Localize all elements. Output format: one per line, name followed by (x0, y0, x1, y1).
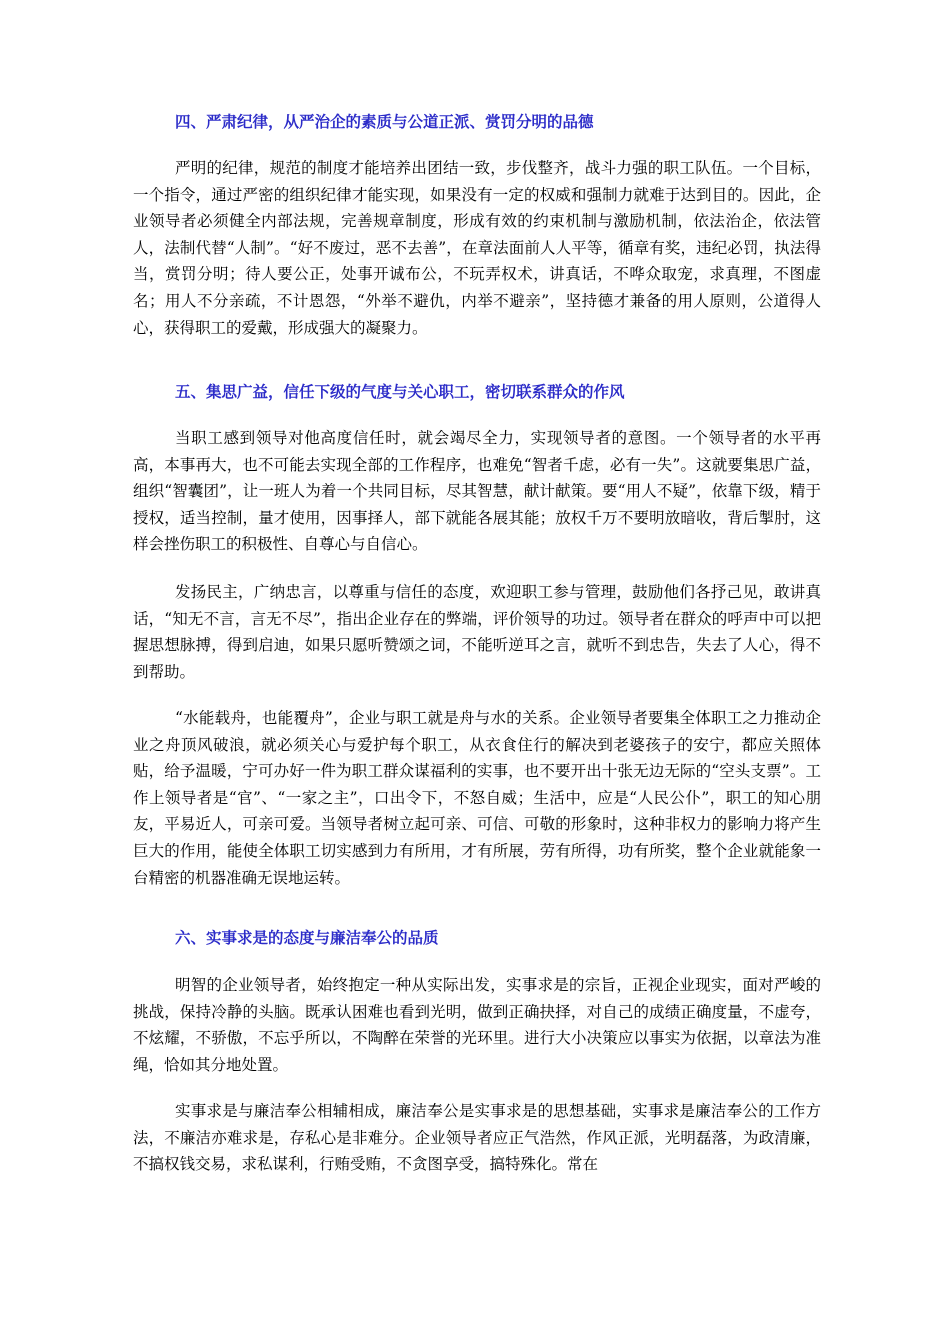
paragraph-integrity: 实事求是与廉洁奉公相辅相成，廉洁奉公是实事求是的思想基础，实事求是廉洁奉公的工作方法，不廉洁亦难求是，存私心是非难分。企业领导者应正气浩然，作风正派，光明磊落，为政清廉，不搞权钱交易，求私谋利，行贿受贿，不贪图享受，搞特殊化。常在 (133, 1102, 821, 1174)
section-heading-6: 六、实事求是的态度与廉洁奉公的品质 (175, 928, 439, 947)
paragraph-realism: 明智的企业领导者，始终抱定一种从实际出发，实事求是的宗旨，正视企业现实，面对严峻的挑战，保持冷静的头脑。既承认困难也看到光明，做到正确抉择，对自己的成绩正确度量，不虚夸，不炫耀，不骄傲，不忘乎所以，不陶醉在荣誉的光环里。进行大小决策应以事实为依据，以章法为准绳，恰如其分地处置。 (133, 976, 821, 1074)
paragraph-democracy: 发扬民主，广纳忠言，以尊重与信任的态度，欢迎职工参与管理，鼓励他们各抒己见，敢讲真话，“知无不言，言无不尽”，指出企业存在的弊端，评价领导的功过。领导者在群众的呼声中可以把握思想脉搏，得到启迪，如果只愿听赞颂之词，不能听逆耳之言，就听不到忠告，失去了人心，得不到帮助。 (133, 583, 821, 681)
section-heading-4: 四、严肃纪律，从严治企的素质与公道正派、赏罚分明的品德 (175, 112, 594, 131)
paragraph-trust: 当职工感到领导对他高度信任时，就会竭尽全力，实现领导者的意图。一个领导者的水平再高，本事再大，也不可能去实现全部的工作程序，也难免“智者千虑，必有一失”。这就要集思广益，组织“智囊团”，让一班人为着一个共同目标，尽其智慧，献计献策。要“用人不疑”，依靠下级，精于授权，适当控制，量才使用，因事择人，部下就能各展其能；放权千万不要明放暗收，背后掣肘，这样会挫伤职工的积极性、自尊心与自信心。 (133, 429, 821, 554)
section-heading-5: 五、集思广益，信任下级的气度与关心职工，密切联系群众的作风 (175, 382, 625, 401)
paragraph-care-workers: “水能载舟，也能覆舟”，企业与职工就是舟与水的关系。企业领导者要集全体职工之力推动企业之舟顶风破浪，就必须关心与爱护每个职工，从衣食住行的解决到老婆孩子的安宁，都应关照体贴，给予温暖，宁可办好一件为职工群众谋福利的实事，也不要开出十张无边无际的“空头支票”。工作上领导者是“官”、“一家之主”，口出令下，不怒自威；生活中，应是“人民公仆”，职工的知心朋友，平易近人，可亲可爱。当领导者树立起可亲、可信、可敬的形象时，这种非权力的影响力将产生巨大的作用，能使全体职工切实感到力有所用，才有所展，劳有所得，功有所奖，整个企业就能象一台精密的机器准确无误地运转。 (133, 709, 821, 887)
paragraph-discipline: 严明的纪律，规范的制度才能培养出团结一致，步伐整齐，战斗力强的职工队伍。一个目标，一个指令，通过严密的组织纪律才能实现，如果没有一定的权威和强制力就难于达到目的。因此，企业领导者必须健全内部法规，完善规章制度，形成有效的约束机制与激励机制，依法治企，依法管人，法制代替“人制”。“好不废过，恶不去善”，在章法面前人人平等，循章有奖，违纪必罚，执法得当，赏罚分明；待人要公正，处事开诚布公，不玩弄权术，讲真话，不哗众取宠，求真理，不图虚名；用人不分亲疏，不计恩怨，“外举不避仇，内举不避亲”，坚持德才兼备的用人原则，公道得人心，获得职工的爱戴，形成强大的凝聚力。 (133, 159, 821, 337)
